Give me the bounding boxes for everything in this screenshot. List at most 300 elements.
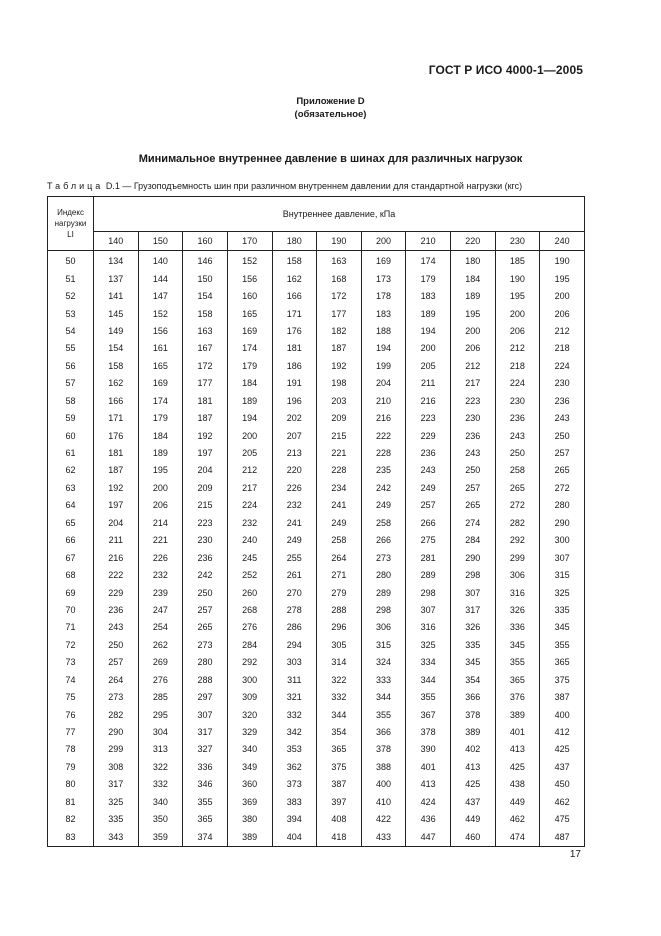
load-value-cell: 192	[317, 358, 362, 375]
load-value-cell: 307	[451, 584, 496, 601]
load-value-cell: 230	[540, 375, 585, 392]
table-row	[48, 480, 585, 497]
load-value-cell: 412	[540, 724, 585, 741]
load-value-cell: 147	[138, 288, 183, 305]
pressure-column-header: 210	[406, 232, 451, 251]
load-index-cell: 50	[48, 251, 94, 271]
load-value-cell: 335	[451, 637, 496, 654]
load-value-cell: 257	[540, 445, 585, 462]
load-value-cell: 272	[495, 497, 540, 514]
load-value-cell: 344	[317, 706, 362, 723]
load-value-cell: 450	[540, 776, 585, 793]
load-value-cell: 202	[272, 410, 317, 427]
load-value-cell: 343	[94, 828, 139, 846]
load-value-cell: 354	[317, 724, 362, 741]
load-index-cell: 64	[48, 497, 94, 514]
load-value-cell: 272	[540, 480, 585, 497]
load-value-cell: 424	[406, 794, 451, 811]
load-value-cell: 438	[495, 776, 540, 793]
pressure-values-row	[48, 232, 585, 251]
load-value-cell: 187	[94, 462, 139, 479]
table-caption-text: D.1 — Грузоподъемность шин при различном внутреннем давлении для стандартной нагрузки (кгс)	[105, 181, 523, 191]
load-value-cell: 355	[540, 637, 585, 654]
load-value-cell: 433	[361, 828, 406, 846]
load-value-cell: 198	[317, 375, 362, 392]
load-value-cell: 167	[183, 340, 228, 357]
load-value-cell: 229	[94, 584, 139, 601]
load-value-cell: 280	[540, 497, 585, 514]
load-value-cell: 236	[94, 602, 139, 619]
load-value-cell: 250	[451, 462, 496, 479]
load-value-cell: 271	[317, 567, 362, 584]
load-value-cell: 158	[272, 251, 317, 271]
load-value-cell: 325	[540, 584, 585, 601]
load-value-cell: 305	[317, 637, 362, 654]
load-value-cell: 224	[227, 497, 272, 514]
load-value-cell: 336	[183, 759, 228, 776]
load-value-cell: 235	[361, 462, 406, 479]
load-value-cell: 165	[138, 358, 183, 375]
load-value-cell: 387	[540, 689, 585, 706]
load-value-cell: 298	[361, 602, 406, 619]
table-row	[48, 497, 585, 514]
table-row	[48, 776, 585, 793]
load-value-cell: 194	[361, 340, 406, 357]
load-value-cell: 387	[317, 776, 362, 793]
load-value-cell: 236	[540, 393, 585, 410]
load-value-cell: 239	[138, 584, 183, 601]
load-value-cell: 200	[451, 323, 496, 340]
load-value-cell: 400	[540, 706, 585, 723]
load-value-cell: 401	[495, 724, 540, 741]
load-value-cell: 394	[272, 811, 317, 828]
load-value-cell: 249	[361, 497, 406, 514]
load-index-cell: 71	[48, 619, 94, 636]
load-index-cell: 53	[48, 305, 94, 322]
load-value-cell: 230	[495, 393, 540, 410]
table-row	[48, 305, 585, 322]
annex-status: (обязательное)	[294, 109, 367, 120]
load-value-cell: 449	[451, 811, 496, 828]
load-value-cell: 295	[138, 706, 183, 723]
load-value-cell: 162	[94, 375, 139, 392]
load-value-cell: 216	[94, 549, 139, 566]
load-value-cell: 334	[406, 654, 451, 671]
table-row	[48, 323, 585, 340]
load-index-cell: 76	[48, 706, 94, 723]
load-index-cell: 61	[48, 445, 94, 462]
load-value-cell: 316	[406, 619, 451, 636]
load-value-cell: 204	[361, 375, 406, 392]
load-value-cell: 389	[451, 724, 496, 741]
load-value-cell: 206	[451, 340, 496, 357]
pressure-column-header: 240	[540, 232, 585, 251]
table-row	[48, 724, 585, 741]
load-value-cell: 230	[183, 532, 228, 549]
load-value-cell: 249	[317, 515, 362, 532]
load-value-cell: 345	[451, 654, 496, 671]
load-value-cell: 255	[272, 549, 317, 566]
load-value-cell: 390	[406, 741, 451, 758]
load-value-cell: 156	[138, 323, 183, 340]
table-row	[48, 706, 585, 723]
load-value-cell: 223	[406, 410, 451, 427]
load-value-cell: 325	[406, 637, 451, 654]
load-value-cell: 165	[227, 305, 272, 322]
load-value-cell: 216	[361, 410, 406, 427]
load-value-cell: 226	[138, 549, 183, 566]
load-value-cell: 315	[361, 637, 406, 654]
table-body	[48, 251, 585, 847]
table-row	[48, 637, 585, 654]
load-value-cell: 197	[94, 497, 139, 514]
load-index-cell: 63	[48, 480, 94, 497]
load-value-cell: 203	[317, 393, 362, 410]
load-value-cell: 188	[361, 323, 406, 340]
load-value-cell: 317	[451, 602, 496, 619]
pressure-column-header: 190	[317, 232, 362, 251]
load-value-cell: 326	[495, 602, 540, 619]
load-value-cell: 365	[317, 741, 362, 758]
pressure-column-header: 230	[495, 232, 540, 251]
load-value-cell: 265	[495, 480, 540, 497]
load-index-cell: 54	[48, 323, 94, 340]
load-value-cell: 243	[94, 619, 139, 636]
table-row	[48, 375, 585, 392]
load-value-cell: 264	[317, 549, 362, 566]
load-value-cell: 332	[138, 776, 183, 793]
load-value-cell: 326	[451, 619, 496, 636]
load-index-cell: 74	[48, 672, 94, 689]
load-value-cell: 374	[183, 828, 228, 846]
load-value-cell: 487	[540, 828, 585, 846]
table-row	[48, 811, 585, 828]
load-value-cell: 286	[272, 619, 317, 636]
table-row	[48, 567, 585, 584]
load-value-cell: 418	[317, 828, 362, 846]
load-value-cell: 218	[540, 340, 585, 357]
load-value-cell: 146	[183, 251, 228, 271]
load-value-cell: 173	[361, 270, 406, 287]
load-value-cell: 172	[317, 288, 362, 305]
load-value-cell: 206	[540, 305, 585, 322]
load-value-cell: 278	[272, 602, 317, 619]
load-value-cell: 152	[227, 251, 272, 271]
load-value-cell: 183	[361, 305, 406, 322]
table-row	[48, 654, 585, 671]
load-value-cell: 309	[227, 689, 272, 706]
load-value-cell: 192	[94, 480, 139, 497]
load-value-cell: 213	[272, 445, 317, 462]
load-value-cell: 184	[451, 270, 496, 287]
load-index-cell: 72	[48, 637, 94, 654]
load-value-cell: 342	[272, 724, 317, 741]
load-value-cell: 306	[495, 567, 540, 584]
load-value-cell: 375	[540, 672, 585, 689]
load-value-cell: 378	[451, 706, 496, 723]
load-value-cell: 195	[540, 270, 585, 287]
load-index-cell: 52	[48, 288, 94, 305]
load-index-cell: 65	[48, 515, 94, 532]
load-value-cell: 254	[138, 619, 183, 636]
load-value-cell: 205	[406, 358, 451, 375]
load-value-cell: 462	[540, 794, 585, 811]
table-row	[48, 759, 585, 776]
load-index-cell: 82	[48, 811, 94, 828]
load-value-cell: 243	[451, 445, 496, 462]
load-value-cell: 292	[227, 654, 272, 671]
load-value-cell: 362	[272, 759, 317, 776]
load-value-cell: 282	[495, 515, 540, 532]
load-value-cell: 266	[406, 515, 451, 532]
load-value-cell: 144	[138, 270, 183, 287]
load-value-cell: 257	[451, 480, 496, 497]
load-value-cell: 200	[495, 305, 540, 322]
load-value-cell: 212	[227, 462, 272, 479]
pressure-header: Внутреннее давление, кПа	[94, 197, 585, 232]
load-value-cell: 355	[495, 654, 540, 671]
pressure-column-header: 200	[361, 232, 406, 251]
load-value-cell: 316	[495, 584, 540, 601]
load-value-cell: 408	[317, 811, 362, 828]
load-value-cell: 314	[317, 654, 362, 671]
load-index-header-line: Индекс	[57, 208, 84, 217]
load-value-cell: 335	[540, 602, 585, 619]
load-value-cell: 204	[183, 462, 228, 479]
pressure-column-header: 220	[451, 232, 496, 251]
load-value-cell: 317	[183, 724, 228, 741]
load-value-cell: 265	[540, 462, 585, 479]
load-index-header-line: LI	[67, 230, 74, 239]
load-value-cell: 345	[495, 637, 540, 654]
load-value-cell: 282	[94, 706, 139, 723]
load-value-cell: 215	[317, 427, 362, 444]
table-row	[48, 602, 585, 619]
load-value-cell: 249	[406, 480, 451, 497]
load-value-cell: 311	[272, 672, 317, 689]
load-value-cell: 243	[406, 462, 451, 479]
load-value-cell: 211	[406, 375, 451, 392]
load-value-cell: 195	[451, 305, 496, 322]
load-value-cell: 222	[94, 567, 139, 584]
load-value-cell: 181	[94, 445, 139, 462]
load-value-cell: 258	[317, 532, 362, 549]
load-value-cell: 212	[451, 358, 496, 375]
load-value-cell: 169	[138, 375, 183, 392]
annex-title: Приложение D	[296, 96, 365, 107]
table-row	[48, 672, 585, 689]
load-value-cell: 242	[183, 567, 228, 584]
load-value-cell: 344	[361, 689, 406, 706]
load-value-cell: 186	[272, 358, 317, 375]
table-row	[48, 393, 585, 410]
load-value-cell: 257	[406, 497, 451, 514]
table-row	[48, 741, 585, 758]
load-value-cell: 313	[138, 741, 183, 758]
load-value-cell: 285	[138, 689, 183, 706]
table-row	[48, 288, 585, 305]
load-value-cell: 332	[272, 706, 317, 723]
load-value-cell: 150	[183, 270, 228, 287]
load-value-cell: 462	[495, 811, 540, 828]
load-value-cell: 228	[317, 462, 362, 479]
load-value-cell: 402	[451, 741, 496, 758]
load-value-cell: 290	[94, 724, 139, 741]
load-value-cell: 145	[94, 305, 139, 322]
load-value-cell: 410	[361, 794, 406, 811]
load-value-cell: 217	[451, 375, 496, 392]
load-value-cell: 226	[272, 480, 317, 497]
load-value-cell: 365	[495, 672, 540, 689]
load-value-cell: 261	[272, 567, 317, 584]
load-index-cell: 68	[48, 567, 94, 584]
load-value-cell: 179	[227, 358, 272, 375]
load-value-cell: 289	[406, 567, 451, 584]
page-number: 17	[569, 849, 581, 860]
load-value-cell: 288	[183, 672, 228, 689]
table-row	[48, 251, 585, 271]
load-value-cell: 250	[495, 445, 540, 462]
load-value-cell: 279	[317, 584, 362, 601]
load-value-cell: 211	[94, 532, 139, 549]
load-value-cell: 212	[540, 323, 585, 340]
load-value-cell: 298	[406, 584, 451, 601]
table-row	[48, 427, 585, 444]
load-value-cell: 236	[451, 427, 496, 444]
load-value-cell: 212	[495, 340, 540, 357]
load-value-cell: 413	[451, 759, 496, 776]
load-value-cell: 299	[94, 741, 139, 758]
load-value-cell: 249	[272, 532, 317, 549]
load-index-cell: 66	[48, 532, 94, 549]
load-value-cell: 297	[183, 689, 228, 706]
load-value-cell: 209	[183, 480, 228, 497]
load-value-cell: 383	[272, 794, 317, 811]
load-index-cell: 81	[48, 794, 94, 811]
load-value-cell: 324	[361, 654, 406, 671]
table-row	[48, 410, 585, 427]
load-value-cell: 174	[406, 251, 451, 271]
table-row	[48, 532, 585, 549]
load-value-cell: 257	[94, 654, 139, 671]
load-value-cell: 365	[183, 811, 228, 828]
load-value-cell: 366	[361, 724, 406, 741]
load-value-cell: 290	[451, 549, 496, 566]
load-value-cell: 268	[227, 602, 272, 619]
load-value-cell: 158	[183, 305, 228, 322]
load-value-cell: 378	[361, 741, 406, 758]
load-value-cell: 169	[227, 323, 272, 340]
load-value-cell: 273	[361, 549, 406, 566]
load-capacity-table	[47, 196, 585, 847]
table-row	[48, 340, 585, 357]
load-value-cell: 207	[272, 427, 317, 444]
load-value-cell: 196	[272, 393, 317, 410]
load-value-cell: 349	[227, 759, 272, 776]
load-value-cell: 177	[183, 375, 228, 392]
load-value-cell: 340	[138, 794, 183, 811]
section-title: Минимальное внутреннее давление в шинах для различных нагрузок	[138, 153, 523, 165]
load-value-cell: 181	[272, 340, 317, 357]
load-value-cell: 189	[138, 445, 183, 462]
load-value-cell: 359	[138, 828, 183, 846]
load-value-cell: 332	[317, 689, 362, 706]
load-value-cell: 273	[94, 689, 139, 706]
load-value-cell: 189	[451, 288, 496, 305]
load-value-cell: 307	[183, 706, 228, 723]
load-value-cell: 223	[451, 393, 496, 410]
table-row	[48, 270, 585, 287]
load-value-cell: 413	[406, 776, 451, 793]
load-value-cell: 376	[495, 689, 540, 706]
load-value-cell: 178	[361, 288, 406, 305]
load-index-header	[48, 197, 94, 251]
load-value-cell: 264	[94, 672, 139, 689]
load-value-cell: 214	[138, 515, 183, 532]
load-index-cell: 78	[48, 741, 94, 758]
load-value-cell: 160	[227, 288, 272, 305]
load-value-cell: 187	[183, 410, 228, 427]
load-value-cell: 162	[272, 270, 317, 287]
load-value-cell: 317	[94, 776, 139, 793]
load-index-cell: 73	[48, 654, 94, 671]
load-value-cell: 171	[94, 410, 139, 427]
load-value-cell: 250	[94, 637, 139, 654]
load-value-cell: 191	[272, 375, 317, 392]
load-value-cell: 149	[94, 323, 139, 340]
table-row	[48, 445, 585, 462]
load-value-cell: 378	[406, 724, 451, 741]
load-value-cell: 172	[183, 358, 228, 375]
load-value-cell: 166	[94, 393, 139, 410]
load-value-cell: 184	[227, 375, 272, 392]
load-value-cell: 200	[227, 427, 272, 444]
load-value-cell: 209	[317, 410, 362, 427]
load-value-cell: 232	[138, 567, 183, 584]
load-value-cell: 161	[138, 340, 183, 357]
load-value-cell: 141	[94, 288, 139, 305]
load-value-cell: 388	[361, 759, 406, 776]
load-value-cell: 241	[317, 497, 362, 514]
table-row	[48, 515, 585, 532]
load-value-cell: 290	[540, 515, 585, 532]
load-value-cell: 224	[495, 375, 540, 392]
load-value-cell: 365	[540, 654, 585, 671]
load-value-cell: 204	[94, 515, 139, 532]
load-value-cell: 250	[183, 584, 228, 601]
load-value-cell: 230	[451, 410, 496, 427]
load-value-cell: 304	[138, 724, 183, 741]
load-value-cell: 174	[227, 340, 272, 357]
load-value-cell: 475	[540, 811, 585, 828]
table-row	[48, 828, 585, 846]
load-value-cell: 422	[361, 811, 406, 828]
load-value-cell: 200	[540, 288, 585, 305]
document-standard-number: ГОСТ Р ИСО 4000-1—2005	[428, 63, 583, 77]
load-value-cell: 308	[94, 759, 139, 776]
load-index-cell: 75	[48, 689, 94, 706]
load-value-cell: 206	[495, 323, 540, 340]
load-value-cell: 179	[138, 410, 183, 427]
load-value-cell: 183	[406, 288, 451, 305]
load-value-cell: 321	[272, 689, 317, 706]
load-value-cell: 353	[272, 741, 317, 758]
load-value-cell: 168	[317, 270, 362, 287]
load-value-cell: 194	[406, 323, 451, 340]
load-value-cell: 199	[361, 358, 406, 375]
load-value-cell: 265	[451, 497, 496, 514]
load-value-cell: 366	[451, 689, 496, 706]
